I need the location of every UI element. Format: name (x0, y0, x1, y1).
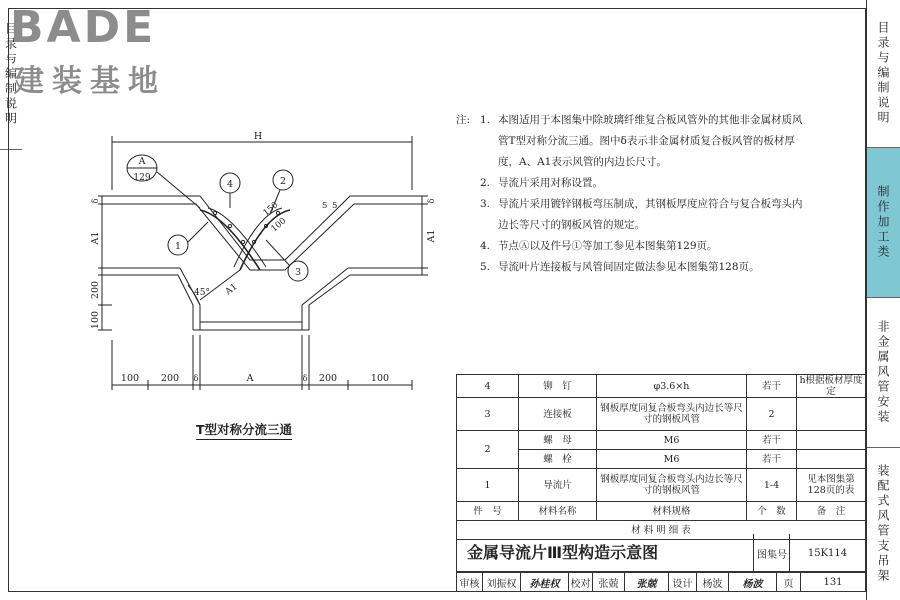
signature-row (456, 572, 866, 592)
cell-qty: 若干 (747, 431, 797, 450)
cell-remark (797, 431, 866, 450)
note-num: 5. (480, 261, 491, 273)
right-tab-strip (866, 0, 900, 600)
cell-remark: h根据板材厚度定 (797, 375, 866, 398)
cell-qty: 若干 (747, 375, 797, 398)
note-1 (456, 110, 856, 173)
cell-no: 1 (457, 469, 519, 502)
atlas-label: 图集号 (753, 534, 790, 572)
note-line: 度，A、A1表示风管的内边长尺寸。 (498, 156, 667, 168)
label-delta-bottom-right: δ (302, 374, 308, 383)
page-label: 页 (777, 573, 801, 591)
callout-4-text: 4 (226, 179, 234, 190)
note-3 (456, 194, 856, 236)
proof-name: 张兢 (593, 573, 625, 591)
note-2 (456, 173, 856, 194)
cell-no: 3 (457, 398, 519, 431)
label-v5b: 5 (332, 201, 338, 211)
table-row (457, 398, 866, 431)
label-delta-left: δ (91, 198, 100, 204)
cell-qty: 1-4 (747, 469, 797, 502)
review-name: 刘振权 (483, 573, 521, 591)
tab-label: 非金属风管安装 (876, 320, 890, 425)
label-a1-diag: A1 (223, 281, 240, 298)
cell-name: 导流片 (519, 469, 597, 502)
table-row (457, 450, 866, 469)
cell-name: 螺 栓 (519, 450, 597, 469)
label-d200a: 200 (160, 373, 180, 384)
label-v100: 100 (90, 310, 101, 330)
table-row (457, 375, 866, 398)
label-d100b: 100 (370, 373, 390, 384)
cell-remark (797, 398, 866, 431)
review-label: 审核 (457, 573, 483, 591)
drawing-caption: T型对称分流三通 (196, 420, 292, 440)
note-4 (456, 236, 856, 257)
logo-text-en: BADE (10, 2, 157, 53)
label-d200b: 200 (318, 373, 338, 384)
cell-qty: 2 (747, 398, 797, 431)
review-signature: 孙桂权 (521, 573, 569, 591)
note-num: 2. (480, 177, 491, 189)
callout-1-text: 1 (174, 241, 182, 252)
guide-vane-left (200, 210, 260, 270)
cell-name: 螺 母 (519, 431, 597, 450)
note-5 (456, 257, 856, 278)
note-text (498, 194, 856, 236)
cell-name: 连接板 (519, 398, 597, 431)
design-signature: 杨波 (729, 573, 777, 591)
header-spec: 材料规格 (597, 502, 747, 521)
label-delta-bottom-left: δ (193, 374, 199, 383)
header-qty: 个 数 (747, 502, 797, 521)
label-v5: 5 (322, 201, 328, 211)
logo-text-cn: 建装基地 (14, 64, 166, 99)
label-d100a: 100 (120, 373, 140, 384)
tab-label: 目录与编制说明 (876, 21, 890, 126)
cell-no: 2 (457, 431, 519, 469)
label-ref-129: 129 (133, 173, 151, 183)
tab-assembled-hangers[interactable] (867, 448, 900, 600)
label-a-bottom: A (246, 373, 254, 384)
note-text: 节点Ⓐ以及件号①等加工参见本图集第129页。 (498, 240, 718, 252)
header-name: 材料名称 (519, 502, 597, 521)
cell-no: 4 (457, 375, 519, 398)
cell-spec: M6 (597, 450, 747, 469)
tab-contents-and-notes[interactable] (867, 0, 900, 148)
label-k100: 100 (269, 216, 289, 235)
label-a1-left: A1 (90, 231, 101, 245)
note-text (498, 110, 856, 173)
atlas-number: 15K114 (789, 534, 865, 572)
cell-spec: φ3.6×h (597, 375, 747, 398)
cell-remark (797, 450, 866, 469)
material-table (456, 374, 866, 540)
cell-remark: 见本图集第128页的表 (797, 469, 866, 502)
table-caption: 材 料 明 细 表 (457, 521, 866, 540)
cell-name: 铆 钉 (519, 375, 597, 398)
note-num: 4. (480, 240, 491, 252)
page-number: 131 (823, 576, 843, 588)
tab-label: 制作加工类 (876, 185, 890, 260)
table-row (457, 431, 866, 450)
note-line: 管T型对称分流三通。图中δ表示非金属材质复合板风管的板材厚 (498, 135, 795, 147)
note-line: 导流片采用镀锌钢板弯压制成，其钢板厚度应符合与复合板弯头内 (498, 198, 803, 210)
callout-3-text: 3 (294, 267, 302, 278)
bade-logo (4, 2, 174, 99)
drawing-title: 金属导流片Ⅲ型构造示意图 (467, 543, 659, 562)
note-line: 本图适用于本图集中除玻璃纤维复合板风管外的其他非金属材质风 (498, 114, 803, 126)
header-no: 件 号 (457, 502, 519, 521)
note-text: 导流叶片连接板与风管间固定做法参见本图集第128页。 (498, 261, 760, 273)
label-a-top: A (138, 156, 146, 167)
proof-label: 校对 (569, 573, 593, 591)
header-remark: 备 注 (797, 502, 866, 521)
left-tab-label: 目录与编制说明 (3, 22, 18, 127)
tab-fabrication[interactable] (867, 148, 900, 298)
tab-nonmetal-duct-install[interactable] (867, 298, 900, 448)
cell-spec: 钢板厚度同复合板弯头内边长等尺寸的钢板风管 (597, 469, 747, 502)
proof-signature: 张兢 (625, 573, 669, 591)
label-v200: 200 (90, 280, 101, 300)
table-row (457, 469, 866, 502)
note-text: 导流片采用对称设置。 (498, 177, 603, 189)
label-delta-right: δ (427, 198, 436, 204)
notes-block (456, 110, 856, 278)
cell-spec: 钢板厚度同复合板弯头内边长等尺寸的钢板风管 (597, 398, 747, 431)
tab-label: 装配式风管支吊架 (876, 464, 890, 584)
label-angle: 45° (194, 288, 210, 298)
notes-lead: 注: (456, 114, 471, 126)
note-num: 3. (480, 198, 491, 210)
label-k150: 150 (261, 200, 281, 219)
tee-drawing (90, 130, 440, 400)
note-line: 边长等尺寸的钢板风管的规定。 (498, 219, 645, 231)
title-block (456, 534, 866, 572)
design-name: 杨波 (697, 573, 729, 591)
label-a1-right: A1 (426, 229, 437, 243)
callout-2-text: 2 (279, 176, 287, 187)
duct-top-edge (112, 196, 412, 260)
design-label: 设计 (669, 573, 697, 591)
cell-qty: 若干 (747, 450, 797, 469)
table-header-row (457, 502, 866, 521)
cell-spec: M6 (597, 431, 747, 450)
note-num: 1. (480, 114, 491, 126)
label-h: H (253, 131, 263, 142)
